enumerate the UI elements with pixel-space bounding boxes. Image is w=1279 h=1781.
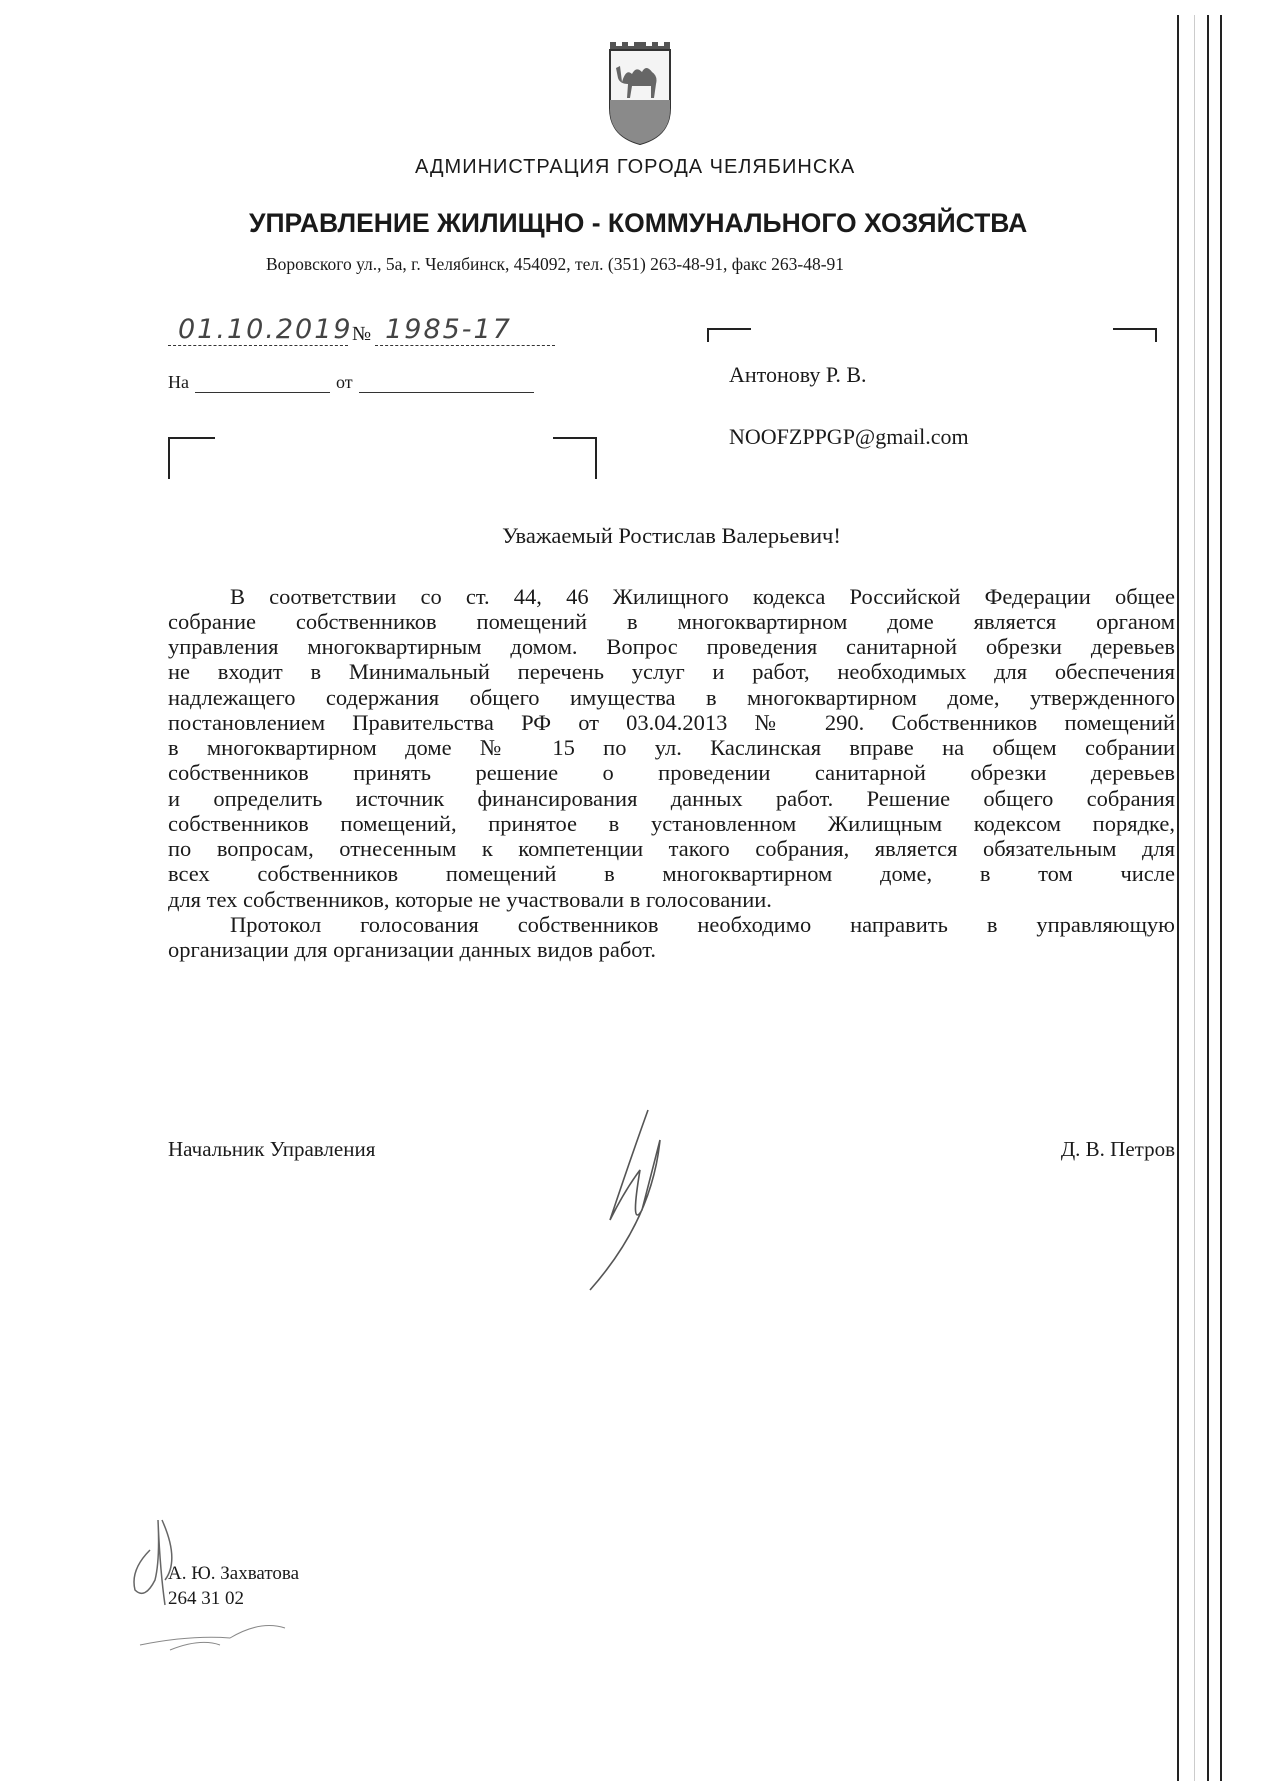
coat-of-arms-emblem xyxy=(606,38,674,148)
body-line: в многоквартирном доме № 15 по ул. Каслинская вправе на общем собрании xyxy=(168,735,1175,760)
body-line: постановлением Правительства РФ от 03.04.2013 № 290. Собственников помещений xyxy=(168,710,1175,735)
reply-line xyxy=(168,372,534,393)
recipient-name: Антонову Р. В. xyxy=(729,362,867,387)
body-line: собственников принять решение о проведении санитарной обрезки деревьев xyxy=(168,760,1175,785)
body-line: не входит в Минимальный перечень услуг и работ, необходимых для обеспечения xyxy=(168,659,1175,684)
scan-edge-line xyxy=(1207,15,1209,1781)
number-sign: № xyxy=(352,323,372,345)
executor-name: А. Ю. Захватова xyxy=(168,1563,300,1584)
body-line: В соответствии со ст. 44, 46 Жилищного кодекса Российской Федерации общее xyxy=(230,584,1175,609)
corner-mark xyxy=(1113,328,1157,342)
corner-mark xyxy=(168,437,215,479)
reply-label: На xyxy=(168,372,189,392)
greeting: Уважаемый Ростислав Валерьевич! xyxy=(502,523,841,548)
body-line: собрание собственников помещений в многоквартирном доме является органом xyxy=(168,609,1175,634)
body-line: надлежащего содержания общего имущества в многоквартирном доме, утвержденного xyxy=(168,685,1175,710)
registration-date: 01.10.2019 xyxy=(168,314,348,346)
corner-mark xyxy=(553,437,597,479)
signatory-name: Д. В. Петров xyxy=(1060,1137,1175,1161)
body-line: организации для организации данных видов работ. xyxy=(168,937,657,962)
registration-line xyxy=(168,314,555,346)
reply-date-blank xyxy=(359,392,534,393)
executor-initials-mark xyxy=(110,1510,300,1660)
signatory-position: Начальник Управления xyxy=(168,1137,376,1161)
corner-mark xyxy=(707,328,751,342)
department-address: Воровского ул., 5а, г. Челябинск, 454092, тел. (351) 263-48-91, факс 263-48-91 xyxy=(266,254,845,274)
body-line: для тех собственников, которые не участвовали в голосовании. xyxy=(168,887,772,912)
administration-name: АДМИНИСТРАЦИЯ ГОРОДА ЧЕЛЯБИНСКА xyxy=(415,156,856,178)
recipient-email: NOOFZPPGP@gmail.com xyxy=(729,424,969,449)
body-line: Протокол голосования собственников необходимо направить в управляющую xyxy=(230,912,1175,937)
body-line: управления многоквартирным домом. Вопрос проведения санитарной обрезки деревьев xyxy=(168,634,1175,659)
executor-phone: 264 31 02 xyxy=(168,1588,244,1609)
from-label: от xyxy=(336,372,353,392)
department-name: УПРАВЛЕНИЕ ЖИЛИЩНО - КОММУНАЛЬНОГО ХОЗЯЙСТВА xyxy=(249,208,1028,238)
registration-number: 1985-17 xyxy=(375,314,555,346)
body-line: и определить источник финансирования данных работ. Решение общего собрания xyxy=(168,786,1175,811)
reply-number-blank xyxy=(195,392,330,393)
scan-edge-line xyxy=(1177,15,1179,1781)
scan-edge-line xyxy=(1194,15,1195,1781)
body-line: по вопросам, отнесенным к компетенции такого собрания, является обязательным для xyxy=(168,836,1175,861)
handwritten-signature xyxy=(580,1100,700,1300)
body-line: собственников помещений, принятое в установленном Жилищным кодексом порядке, xyxy=(168,811,1175,836)
scan-edge-line xyxy=(1220,15,1222,1781)
body-line: всех собственников помещений в многоквартирном доме, в том числе xyxy=(168,861,1175,886)
